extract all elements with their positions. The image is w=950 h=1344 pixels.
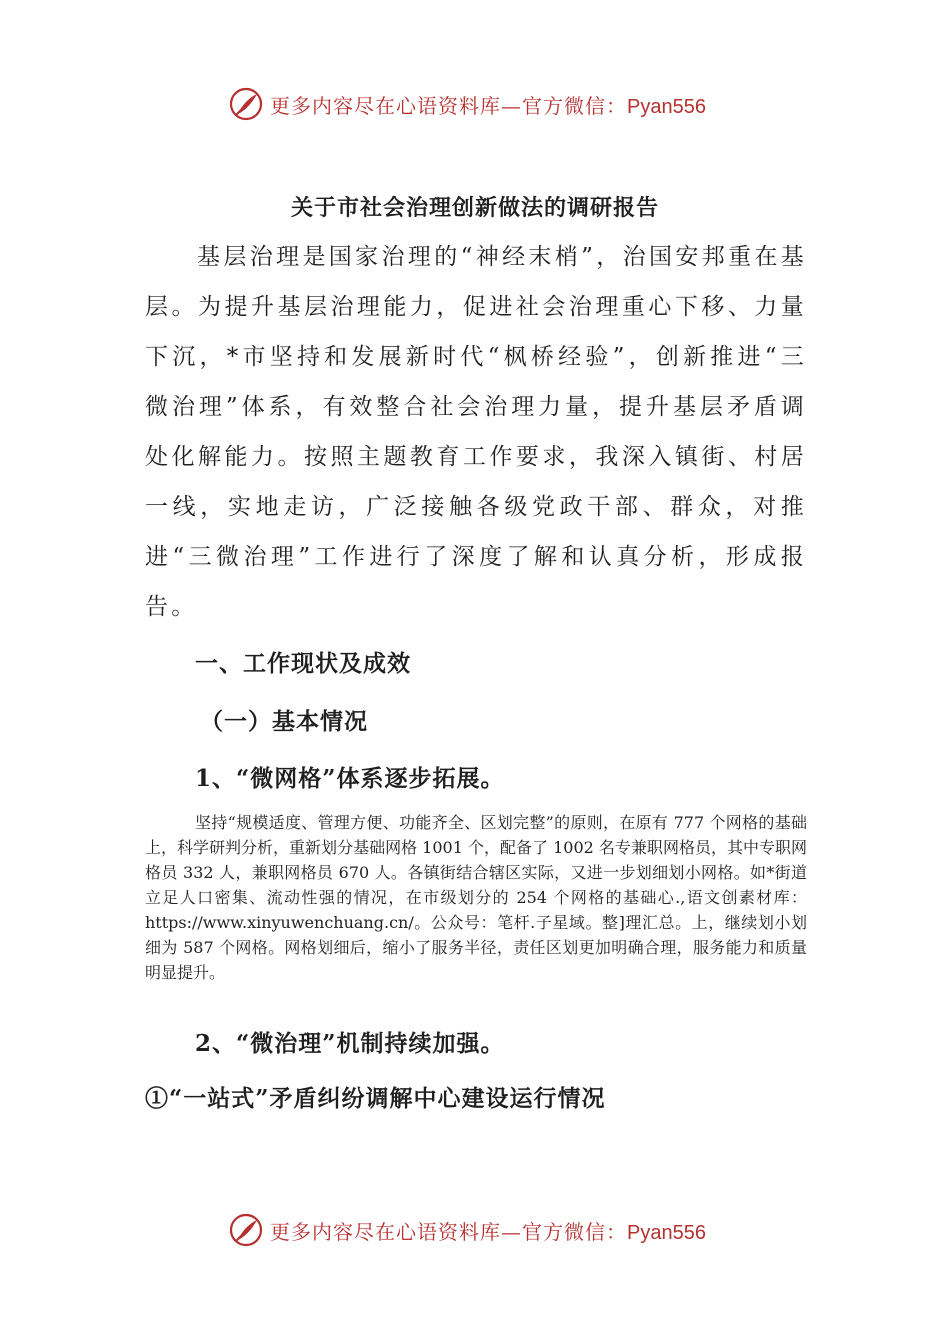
subsection-heading-1: （一）基本情况 bbox=[200, 708, 368, 735]
circled-item-heading-1: ①“一站式”矛盾纠纷调解中心建设运行情况 bbox=[145, 1085, 606, 1112]
watermark-label: 更多内容尽在心语资料库—官方微信： bbox=[270, 93, 627, 118]
section-heading-1: 一、工作现状及成效 bbox=[195, 650, 411, 677]
footer-watermark bbox=[228, 1210, 748, 1250]
intro-paragraph: 基层治理是国家治理的“神经末梢”，治国安邦重在基层。为提升基层治理能力，促进社会治理重心下移、力量下沉，*市坚持和发展新时代“枫桥经验”，创新推进“三微治理”体系，有效整合社会治理力量，提升基层矛盾调处化解能力。按照主题教育工作要求，我深入镇街、村居一线，实地走访，广泛接触各级党政干部、群众，对推进“三微治理”工作进行了深度了解和认真分析，形成报告。 bbox=[145, 244, 807, 620]
watermark-wechat-id: Pyan556 bbox=[627, 1221, 706, 1244]
quill-pen-icon bbox=[228, 1212, 264, 1248]
header-watermark bbox=[228, 84, 748, 124]
item-heading-1: 1、“微网格”体系逐步拓展。 bbox=[195, 765, 505, 792]
watermark-text bbox=[270, 90, 706, 119]
quill-pen-icon bbox=[228, 86, 264, 122]
watermark-text bbox=[270, 1216, 706, 1245]
watermark-label: 更多内容尽在心语资料库—官方微信： bbox=[270, 1219, 627, 1244]
item-1-body: 坚持“规模适度、管理方便、功能齐全、区划完整”的原则，在原有 777 个网格的基础上，科学研判分析，重新划分基础网格 1001 个，配备了 1002 名专兼职网格员，其中专职网格员 332 人，兼职网格员 670 人。各镇街结合辖区实际，又进一步划细划小网格。如*街道立足人口密集、流动性强的情况，在市级划分的 254 个网格的基础心.,语文创素材库：https://www.xinyuwenchuang.cn/。公众号：笔杆.子星域。整]理汇总。上，继续划小划细为 587 个网格。网格划细后，缩小了服务半径，责任区划更加明确合理，服务能力和质量明显提升。 bbox=[145, 813, 807, 982]
item-heading-2: 2、“微治理”机制持续加强。 bbox=[195, 1030, 505, 1057]
watermark-wechat-id: Pyan556 bbox=[627, 95, 706, 118]
document-title: 关于市社会治理创新做法的调研报告 bbox=[290, 194, 659, 221]
